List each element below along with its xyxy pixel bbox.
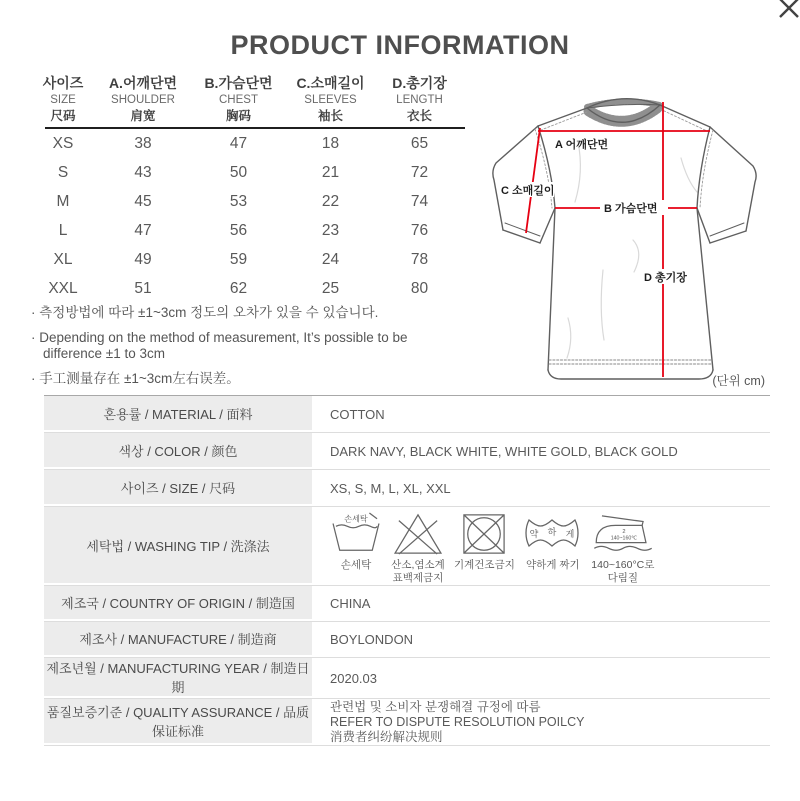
size-header-size: 사이즈 SIZE 尺码 (42, 75, 84, 123)
detail-row-color (44, 433, 770, 470)
detail-value: CHINA (330, 596, 371, 611)
size-table (30, 74, 465, 303)
svg-text:하: 하 (547, 527, 557, 537)
size-row-xxl: XXL 51 62 25 80 (48, 279, 429, 297)
detail-label: 제조년월 / MANUFACTURING YEAR / 制造日期 (44, 658, 312, 698)
washing-symbols (330, 507, 655, 585)
detail-row-washing (44, 507, 770, 586)
detail-label: 품질보증기준 / QUALITY ASSURANCE / 品质保证标准 (44, 699, 312, 745)
detail-value: BOYLONDON (330, 632, 414, 647)
tshirt-measurement-diagram (483, 70, 795, 395)
detail-row-manufacturing-year (44, 658, 770, 699)
size-row-xs: XS 38 47 18 65 (52, 134, 429, 152)
svg-text:손세탁: 손세탁 (344, 514, 368, 524)
detail-row-origin (44, 586, 770, 622)
note-english: · Depending on the method of measurement, It’s possible to be difference ±1 to 3cm (31, 330, 408, 361)
hand-wash-icon: 손세탁 손세탁 (330, 512, 382, 572)
detail-value: DARK NAVY, BLACK WHITE, WHITE GOLD, BLACK GOLD (330, 443, 678, 459)
details-table (44, 395, 770, 746)
detail-label: 세탁법 / WASHING TIP / 洗涤法 (44, 507, 312, 585)
note-chinese: · 手工测量存在 ±1~3cm左右误差。 (31, 371, 240, 386)
detail-row-material (44, 396, 770, 433)
detail-label: 사이즈 / SIZE / 尺码 (44, 470, 312, 506)
detail-label: 제조국 / COUNTRY OF ORIGIN / 制造国 (44, 586, 312, 621)
size-row-s: S 43 50 21 72 (57, 163, 429, 181)
diagram-label-length: D 총기장 (644, 272, 687, 284)
diagram-label-shoulder: A 어깨단면 (555, 139, 609, 151)
no-tumble-dry-icon: 기계건조금지 (454, 512, 515, 572)
size-header-shoulder: A.어깨단면 SHOULDER 肩宽 (108, 75, 178, 123)
svg-text:2: 2 (622, 529, 626, 536)
detail-value: 2020.03 (330, 670, 377, 686)
detail-label: 색상 / COLOR / 颜色 (44, 433, 312, 469)
wring-gently-icon: 약 하 게 약하게 짜기 (524, 512, 582, 572)
close-icon[interactable] (774, 0, 800, 23)
diagram-label-chest: B 가슴단면 (604, 203, 658, 215)
unit-note: (단위 cm) (712, 374, 765, 388)
svg-text:140~160℃: 140~160℃ (610, 535, 638, 542)
detail-value: 관련법 및 소비자 분쟁해결 규정에 따름 REFER TO DISPUTE RESOLUTION POILCY 消费者纠纷解决规则 (330, 699, 585, 744)
note-korean: · 측정방법에 따라 ±1~3cm 정도의 오차가 있을 수 있습니다. (31, 305, 379, 320)
measurement-line-sleeve (526, 128, 540, 233)
detail-label: 혼용률 / MATERIAL / 面料 (44, 396, 312, 432)
detail-row-size (44, 470, 770, 507)
no-bleach-icon: 산소,염소계 표백제금지 (391, 512, 445, 585)
size-row-m: M 45 53 22 74 (56, 192, 429, 210)
detail-value: XS, S, M, L, XL, XXL (330, 480, 451, 496)
detail-row-quality-assurance (44, 699, 770, 746)
detail-row-manufacture (44, 622, 770, 658)
iron-icon: 2 140~160℃ 140~160°C로 다림질 (591, 512, 655, 585)
diagram-label-sleeve: C 소매길이 (501, 185, 555, 197)
size-header-length: D.총기장 LENGTH 衣长 (392, 75, 447, 123)
detail-value: COTTON (330, 406, 385, 422)
size-row-xl: XL 49 59 24 78 (53, 250, 429, 268)
size-header-sleeves: C.소매길이 SLEEVES 袖长 (296, 75, 365, 123)
size-row-l: L 47 56 23 76 (58, 221, 429, 239)
measurement-notes (31, 305, 461, 396)
size-header-chest: B.가슴단면 CHEST 胸码 (204, 75, 273, 123)
svg-text:게: 게 (565, 529, 575, 539)
detail-label: 제조사 / MANUFACTURE / 制造商 (44, 622, 312, 657)
size-table-header (30, 74, 465, 124)
svg-text:약: 약 (529, 529, 539, 539)
page-title: PRODUCT INFORMATION (230, 30, 570, 60)
